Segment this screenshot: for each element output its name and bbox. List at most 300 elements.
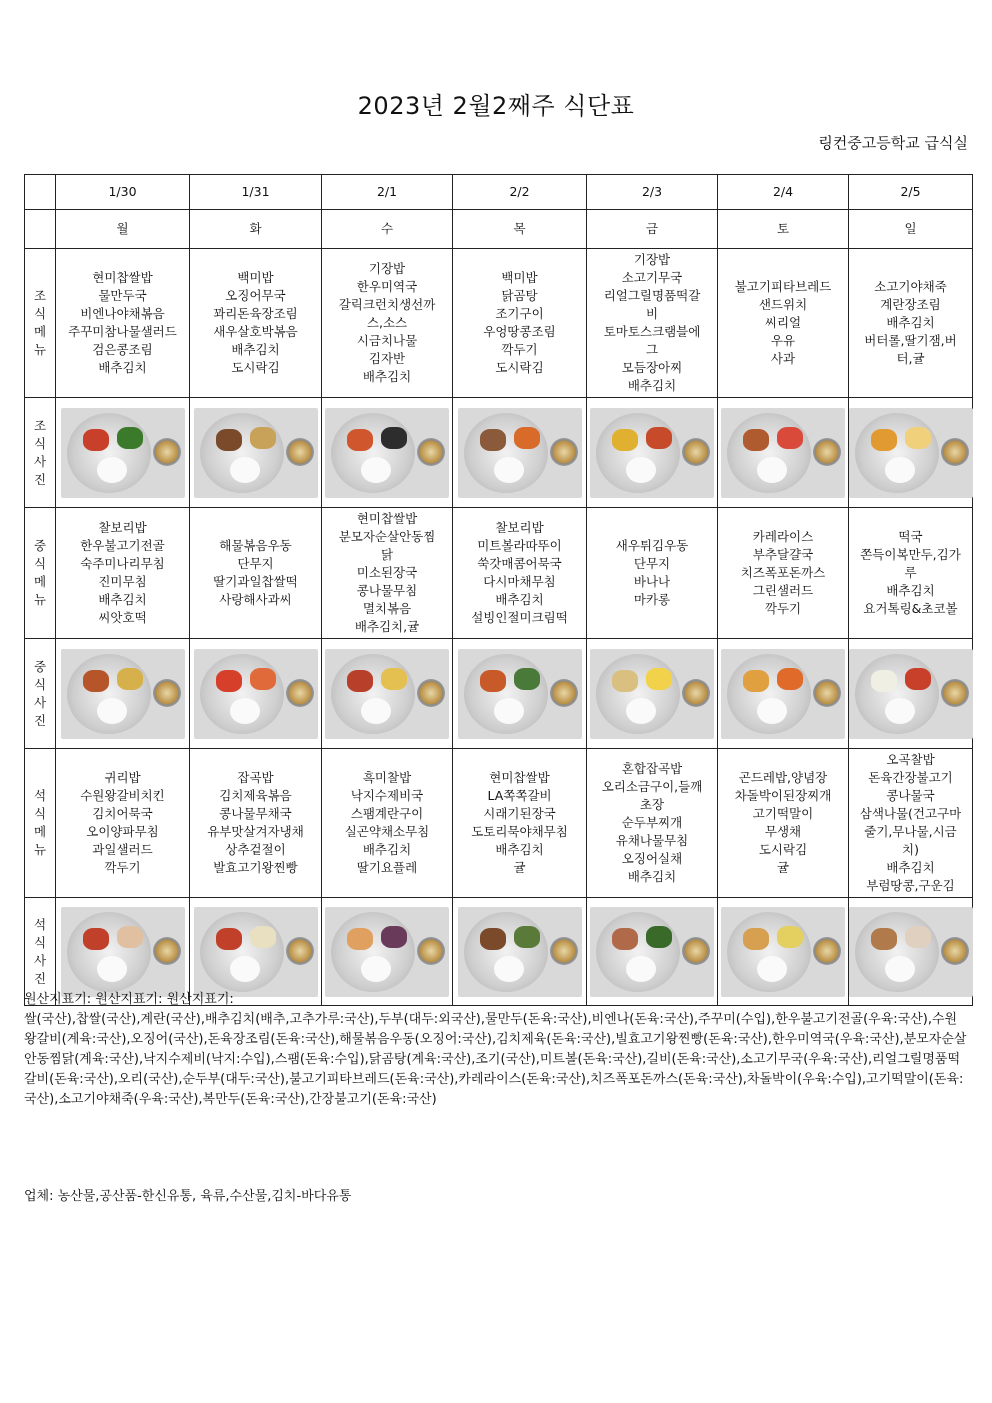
dinner-menu-row — [25, 749, 973, 898]
lunch-menu-item: 단무지 — [237, 556, 274, 571]
breakfast-menu-item: 샌드위치 — [758, 297, 808, 312]
dinner-menu-list — [322, 767, 452, 879]
breakfast-meal-photo — [194, 408, 318, 498]
lunch-menu-item: 마카롱 — [633, 592, 671, 607]
side-dish — [871, 928, 897, 950]
side-dish — [646, 668, 672, 690]
meal-tray — [331, 912, 415, 992]
lunch-menu-list — [322, 508, 452, 638]
dinner-menu-item: 유채나물무침 — [615, 833, 689, 848]
breakfast-menu-cell — [322, 249, 453, 398]
lunch-menu-list — [453, 517, 586, 629]
breakfast-photo-cell — [190, 398, 322, 508]
breakfast-menu-item: 꽈리돈육장조림 — [213, 306, 298, 321]
breakfast-menu-item: 기장밥 — [633, 252, 671, 267]
soup-bowl — [286, 438, 314, 466]
lunch-menu-list — [718, 526, 848, 620]
side-dish — [646, 427, 672, 449]
date-cell: 2/5 — [849, 175, 973, 210]
side-dish — [777, 427, 803, 449]
dinner-menu-item: 스팸계란구이 — [350, 806, 424, 821]
meal-tray — [855, 912, 939, 992]
breakfast-menu-item: 리얼그릴명품떡갈 — [603, 288, 701, 303]
lunch-menu-item: 찰보리밥 — [495, 520, 544, 535]
breakfast-menu-item: 한우미역국 — [356, 279, 418, 294]
side-dish — [381, 926, 407, 948]
breakfast-menu-list — [718, 276, 848, 370]
breakfast-menu-label — [25, 249, 56, 398]
breakfast-menu-item: 비 — [645, 306, 659, 321]
breakfast-menu-item: 배추김치 — [231, 342, 280, 357]
breakfast-menu-label-char: 조 — [33, 288, 47, 303]
dinner-menu-item: 콩나물국 — [886, 788, 935, 803]
side-dish — [347, 670, 373, 692]
breakfast-menu-item: 소고기무국 — [621, 270, 683, 285]
breakfast-menu-list — [322, 258, 452, 388]
weekday-cell: 화 — [190, 210, 322, 249]
lunch-menu-item: 딸기과일찹쌀떡 — [213, 574, 298, 589]
dinner-meal-photo — [194, 907, 318, 997]
weekday-cell: 월 — [56, 210, 190, 249]
rice-portion — [757, 956, 787, 982]
soup-bowl — [941, 937, 969, 965]
date-cell: 1/31 — [190, 175, 322, 210]
breakfast-menu-item: 시금치나물 — [356, 333, 418, 348]
breakfast-meal-photo — [61, 408, 185, 498]
breakfast-menu-row — [25, 249, 973, 398]
lunch-menu-item: 깍두기 — [764, 601, 802, 616]
dinner-menu-item: 오곡찰밥 — [886, 752, 935, 767]
side-dish — [743, 429, 769, 451]
side-dish — [514, 926, 540, 948]
lunch-menu-item: 그린샐러드 — [752, 583, 814, 598]
lunch-photo-label-char: 진 — [33, 712, 47, 728]
dinner-menu-cell — [453, 749, 587, 898]
dinner-menu-cell — [322, 749, 453, 898]
breakfast-meal-photo — [458, 408, 582, 498]
dinner-photo-label-char: 사 — [33, 952, 47, 968]
lunch-menu-item: 단무지 — [633, 556, 671, 571]
lunch-photo-cell — [453, 639, 587, 749]
breakfast-menu-item: 조기구이 — [495, 306, 544, 321]
soup-bowl — [286, 937, 314, 965]
lunch-menu-cell — [322, 508, 453, 639]
rice-portion — [885, 457, 915, 483]
soup-bowl — [153, 937, 181, 965]
breakfast-menu-item: 도시락김 — [231, 360, 280, 375]
side-dish — [646, 926, 672, 948]
lunch-menu-item: 바나나 — [633, 574, 671, 589]
dinner-menu-item: 부럼땅콩,구운김 — [866, 878, 955, 893]
lunch-menu-item: 요거톡링&초코볼 — [863, 601, 958, 616]
breakfast-menu-item: 배추김치 — [98, 360, 147, 375]
lunch-menu-cell — [56, 508, 190, 639]
rice-portion — [361, 457, 391, 483]
lunch-menu-item: 쑥갓매콤어묵국 — [477, 556, 562, 571]
breakfast-menu-item: 백미밥 — [237, 270, 274, 285]
soup-bowl — [813, 438, 841, 466]
lunch-menu-item: 닭 — [380, 547, 394, 562]
dinner-menu-item: 배추김치 — [627, 869, 677, 884]
breakfast-menu-item: 모듬장아찌 — [621, 360, 683, 375]
lunch-menu-label-char: 메 — [33, 574, 47, 589]
date-cell: 2/4 — [718, 175, 849, 210]
side-dish — [250, 926, 276, 948]
dinner-menu-list — [453, 767, 586, 879]
side-dish — [216, 928, 242, 950]
weekday-cell: 토 — [718, 210, 849, 249]
dinner-menu-item: 유부맛살겨자냉채 — [207, 824, 304, 839]
meal-tray — [200, 413, 284, 493]
side-dish — [777, 668, 803, 690]
meal-tray — [855, 413, 939, 493]
lunch-photo-cell — [190, 639, 322, 749]
lunch-menu-item: 새우튀김우동 — [615, 538, 689, 553]
dinner-menu-item: 치) — [902, 842, 919, 857]
side-dish — [381, 427, 407, 449]
soup-bowl — [550, 438, 578, 466]
soup-bowl — [417, 438, 445, 466]
lunch-menu-item: 미트볼라따뚜이 — [477, 538, 562, 553]
lunch-meal-photo — [721, 649, 845, 739]
dinner-menu-item: 고기떡말이 — [752, 806, 814, 821]
meal-tray — [464, 654, 548, 734]
date-cell: 2/3 — [587, 175, 718, 210]
dinner-menu-item: 흑미찰밥 — [362, 770, 412, 785]
rice-portion — [757, 457, 787, 483]
page-title: 2023년 2월2째주 식단표 — [357, 92, 635, 120]
side-dish — [347, 429, 373, 451]
breakfast-menu-item: 갈릭크런치생선까 — [338, 297, 436, 312]
dinner-menu-label-char: 석 — [33, 788, 47, 803]
lunch-photo-label-char: 식 — [33, 676, 47, 692]
lunch-menu-item: 씨앗호떡 — [98, 610, 147, 625]
breakfast-menu-item: 배추김치 — [886, 315, 935, 330]
dinner-menu-item: 현미찹쌀밥 — [489, 770, 550, 785]
lunch-menu-item: 사랑해사과씨 — [219, 592, 292, 607]
soup-bowl — [941, 438, 969, 466]
side-dish — [905, 668, 931, 690]
lunch-menu-cell — [453, 508, 587, 639]
breakfast-photo-label-char: 조 — [33, 417, 47, 433]
breakfast-menu-item: 배추김치 — [627, 378, 677, 393]
lunch-menu-item: 카레라이스 — [752, 529, 814, 544]
side-dish — [250, 427, 276, 449]
school-cafeteria-name: 링컨중고등학교 급식실 — [818, 134, 968, 152]
breakfast-menu-label-char: 식 — [33, 306, 47, 321]
breakfast-menu-item: 씨리얼 — [764, 315, 802, 330]
lunch-menu-item: 현미찹쌀밥 — [356, 511, 418, 526]
side-dish — [612, 670, 638, 692]
vendor-info: 업체: 농산물,공산품-한신유통, 육류,수산물,김치-바다유통 — [24, 1189, 352, 1204]
origin-notes — [24, 990, 968, 1110]
side-dish — [216, 429, 242, 451]
soup-bowl — [813, 937, 841, 965]
rice-portion — [97, 457, 127, 483]
meal-tray — [200, 912, 284, 992]
lunch-meal-photo — [194, 649, 318, 739]
lunch-menu-list — [849, 526, 972, 620]
breakfast-menu-item: 현미찹쌀밥 — [92, 270, 153, 285]
dinner-menu-item: 줄기,무나물,시금 — [864, 824, 957, 839]
breakfast-menu-cell — [587, 249, 718, 398]
meal-tray — [67, 413, 151, 493]
dinner-menu-item: 순두부찌개 — [621, 815, 683, 830]
lunch-menu-list — [587, 535, 717, 611]
lunch-menu-list — [56, 517, 189, 629]
lunch-menu-label-char: 중 — [33, 538, 47, 553]
side-dish — [905, 427, 931, 449]
side-dish — [117, 427, 143, 449]
breakfast-menu-item: 계란장조림 — [880, 297, 941, 312]
side-dish — [83, 429, 109, 451]
dinner-menu-list — [56, 767, 189, 879]
side-dish — [480, 429, 506, 451]
rice-portion — [626, 956, 656, 982]
breakfast-photo-cell — [56, 398, 190, 508]
dinner-menu-item: 과일샐러드 — [92, 842, 153, 857]
lunch-meal-photo — [325, 649, 449, 739]
breakfast-menu-item: 불고기피타브레드 — [734, 279, 832, 294]
dinner-menu-item: 도시락김 — [758, 842, 808, 857]
breakfast-menu-item: 그 — [645, 342, 659, 357]
dinner-photo-label-char: 석 — [33, 916, 47, 932]
breakfast-menu-item: 버터롤,딸기잼,버 — [864, 333, 957, 348]
dinner-menu-item: 초장 — [639, 797, 665, 812]
side-dish — [83, 928, 109, 950]
dinner-menu-item: 곤드레밥,양념장 — [738, 770, 828, 785]
lunch-photo-row — [25, 639, 973, 749]
soup-bowl — [286, 679, 314, 707]
dinner-menu-item: 혼합잡곡밥 — [621, 761, 683, 776]
meal-tray — [464, 413, 548, 493]
meal-tray — [596, 413, 680, 493]
breakfast-menu-cell — [56, 249, 190, 398]
side-dish — [871, 429, 897, 451]
dinner-menu-item: 배추김치 — [362, 842, 412, 857]
dinner-meal-photo — [61, 907, 185, 997]
weekday-cell: 목 — [453, 210, 587, 249]
dinner-menu-item: 오징어실채 — [621, 851, 683, 866]
weekday-cell: 금 — [587, 210, 718, 249]
side-dish — [612, 429, 638, 451]
lunch-menu-item: 콩나물무침 — [356, 583, 418, 598]
dinner-menu-cell — [849, 749, 973, 898]
rice-portion — [626, 457, 656, 483]
corner-cell — [25, 210, 56, 249]
lunch-menu-item: 배추김치 — [495, 592, 544, 607]
weekday-cell: 일 — [849, 210, 973, 249]
breakfast-photo-cell — [322, 398, 453, 508]
dinner-menu-list — [718, 767, 848, 879]
side-dish — [743, 928, 769, 950]
breakfast-menu-item: 사과 — [770, 351, 796, 366]
weekday-cell: 수 — [322, 210, 453, 249]
dinner-menu-item: 차돌박이된장찌개 — [734, 788, 832, 803]
meal-tray — [200, 654, 284, 734]
soup-bowl — [550, 937, 578, 965]
lunch-photo-label-char: 중 — [33, 658, 47, 674]
lunch-photo-cell — [849, 639, 973, 749]
breakfast-menu-item: 백미밥 — [501, 270, 538, 285]
lunch-menu-item: 부추달걀국 — [752, 547, 814, 562]
dinner-menu-label-char: 메 — [33, 824, 47, 839]
dinner-menu-cell — [587, 749, 718, 898]
lunch-menu-item: 찰보리밥 — [98, 520, 147, 535]
breakfast-menu-item: 김자반 — [368, 351, 406, 366]
dinner-meal-photo — [590, 907, 714, 997]
date-cell: 2/1 — [322, 175, 453, 210]
dinner-menu-item: 발효고기왕찐빵 — [213, 860, 298, 875]
rice-portion — [361, 698, 391, 724]
lunch-menu-item: 진미무침 — [98, 574, 147, 589]
dinner-menu-item: 낙지수제비국 — [350, 788, 424, 803]
breakfast-menu-item: 배추김치 — [362, 369, 412, 384]
lunch-menu-row — [25, 508, 973, 639]
lunch-menu-item: 쫀득이복만두,김가 — [860, 547, 961, 562]
soup-bowl — [682, 438, 710, 466]
side-dish — [612, 928, 638, 950]
meal-tray — [596, 654, 680, 734]
lunch-meal-photo — [590, 649, 714, 739]
corner-cell — [25, 175, 56, 210]
lunch-menu-list — [190, 535, 321, 611]
rice-portion — [494, 457, 524, 483]
breakfast-photo-cell — [453, 398, 587, 508]
lunch-photo-cell — [587, 639, 718, 749]
lunch-menu-item: 미소된장국 — [356, 565, 418, 580]
rice-portion — [230, 457, 260, 483]
breakfast-photo-row — [25, 398, 973, 508]
dinner-menu-item: 도토리묵야채무침 — [471, 824, 568, 839]
breakfast-photo-label — [25, 398, 56, 508]
lunch-menu-cell — [587, 508, 718, 639]
lunch-menu-item: 설빙인절미크림떡 — [471, 610, 568, 625]
meal-tray — [596, 912, 680, 992]
breakfast-menu-list — [190, 267, 321, 379]
dinner-menu-item: LA쪽쪽갈비 — [487, 788, 552, 803]
side-dish — [905, 926, 931, 948]
dinner-menu-item: 잡곡밥 — [237, 770, 274, 785]
lunch-menu-label-char: 식 — [33, 556, 47, 571]
side-dish — [871, 670, 897, 692]
breakfast-photo-cell — [587, 398, 718, 508]
lunch-photo-label — [25, 639, 56, 749]
lunch-menu-cell — [718, 508, 849, 639]
lunch-menu-item: 분모자순살안동찜 — [338, 529, 436, 544]
dinner-menu-item: 상추겉절이 — [225, 842, 286, 857]
dinner-menu-item: 김치제육볶음 — [219, 788, 292, 803]
dinner-menu-item: 콩나물무채국 — [219, 806, 292, 821]
breakfast-menu-cell — [718, 249, 849, 398]
lunch-menu-item: 한우불고기전골 — [80, 538, 165, 553]
dinner-meal-photo — [849, 907, 973, 997]
breakfast-meal-photo — [590, 408, 714, 498]
breakfast-menu-item: 도시락김 — [495, 360, 544, 375]
dinner-menu-label-char: 뉴 — [33, 842, 47, 857]
dinner-menu-item: 삼색나물(건고구마 — [859, 806, 962, 821]
rice-portion — [494, 698, 524, 724]
dinner-menu-item: 무생채 — [764, 824, 802, 839]
dinner-menu-item: 귤 — [776, 860, 790, 875]
meal-tray — [464, 912, 548, 992]
breakfast-menu-list — [56, 267, 189, 379]
soup-bowl — [682, 937, 710, 965]
breakfast-menu-item: 물만두국 — [98, 288, 147, 303]
breakfast-menu-item: 닭곰탕 — [501, 288, 538, 303]
soup-bowl — [941, 679, 969, 707]
side-dish — [480, 670, 506, 692]
breakfast-menu-item: 비엔나야채볶음 — [80, 306, 165, 321]
lunch-photo-cell — [56, 639, 190, 749]
lunch-photo-cell — [322, 639, 453, 749]
breakfast-meal-photo — [849, 408, 973, 498]
dinner-menu-item: 김치어묵국 — [92, 806, 153, 821]
soup-bowl — [417, 937, 445, 965]
rice-portion — [361, 956, 391, 982]
breakfast-menu-item: 우유 — [770, 333, 796, 348]
lunch-menu-item: 숙주미나리무침 — [80, 556, 165, 571]
dinner-menu-cell — [718, 749, 849, 898]
breakfast-meal-photo — [721, 408, 845, 498]
side-dish — [514, 427, 540, 449]
weekly-menu-table — [24, 174, 973, 1006]
breakfast-menu-list — [587, 249, 717, 397]
meal-tray — [331, 413, 415, 493]
breakfast-photo-label-char: 식 — [33, 435, 47, 451]
dinner-menu-cell — [56, 749, 190, 898]
rice-portion — [626, 698, 656, 724]
lunch-menu-item: 다시마채무침 — [483, 574, 556, 589]
lunch-menu-item: 배추김치 — [886, 583, 935, 598]
meal-tray — [855, 654, 939, 734]
breakfast-menu-item: 오징어무국 — [225, 288, 286, 303]
lunch-menu-label-char: 뉴 — [33, 592, 47, 607]
dinner-meal-photo — [721, 907, 845, 997]
rice-portion — [494, 956, 524, 982]
soup-bowl — [153, 438, 181, 466]
dinner-menu-item: 배추김치 — [886, 860, 935, 875]
dinner-menu-label — [25, 749, 56, 898]
breakfast-menu-item: 우엉땅콩조림 — [483, 324, 556, 339]
side-dish — [381, 668, 407, 690]
breakfast-menu-item: 기장밥 — [368, 261, 406, 276]
soup-bowl — [682, 679, 710, 707]
lunch-menu-item: 떡국 — [898, 529, 923, 544]
meal-tray — [331, 654, 415, 734]
dinner-menu-item: 딸기요플레 — [356, 860, 418, 875]
rice-portion — [885, 698, 915, 724]
lunch-menu-item: 멸치볶음 — [362, 601, 412, 616]
side-dish — [347, 928, 373, 950]
breakfast-menu-cell — [453, 249, 587, 398]
meal-tray — [727, 413, 811, 493]
lunch-meal-photo — [849, 649, 973, 739]
dinner-menu-item: 귤 — [513, 860, 526, 875]
soup-bowl — [153, 679, 181, 707]
date-cell: 1/30 — [56, 175, 190, 210]
soup-bowl — [550, 679, 578, 707]
rice-portion — [230, 956, 260, 982]
breakfast-menu-item: 깍두기 — [501, 342, 538, 357]
side-dish — [117, 668, 143, 690]
breakfast-menu-label-char: 메 — [33, 324, 47, 339]
rice-portion — [885, 956, 915, 982]
breakfast-menu-item: 검은콩조림 — [92, 342, 153, 357]
date-row — [25, 175, 973, 210]
lunch-menu-item: 치즈폭포돈까스 — [740, 565, 826, 580]
dinner-menu-item: 귀리밥 — [104, 770, 141, 785]
